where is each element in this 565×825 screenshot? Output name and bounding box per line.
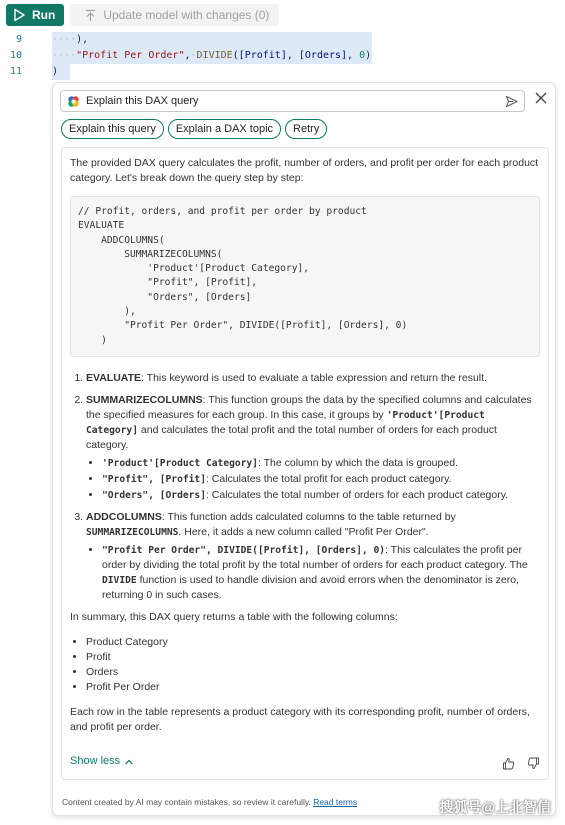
column-item: • Profit bbox=[86, 650, 540, 665]
chip-explain-query[interactable]: Explain this query bbox=[61, 119, 164, 139]
inline-code: SUMMARIZECOLUMNS bbox=[86, 526, 179, 538]
read-terms-link[interactable]: Read terms bbox=[313, 797, 358, 807]
send-icon[interactable] bbox=[505, 95, 518, 108]
step-item bbox=[86, 510, 540, 603]
prompt-text: Explain this DAX query bbox=[86, 95, 199, 107]
close-icon[interactable] bbox=[535, 92, 547, 104]
code-text bbox=[52, 64, 58, 80]
step-text: and calculates the total profit and the total number of orders for each product category. bbox=[86, 423, 497, 451]
show-less-label: Show less bbox=[70, 755, 121, 767]
thumbs-up-icon[interactable] bbox=[502, 757, 515, 770]
inline-code: DIVIDE bbox=[102, 574, 137, 586]
show-less-button[interactable] bbox=[70, 754, 134, 769]
sub-text: : Calculates the total number of orders for each product category. bbox=[205, 488, 509, 501]
watermark: 搜狐号@上北智信 bbox=[439, 799, 551, 815]
disclaimer-text: Content created by AI may contain mistakes, so review it carefully. bbox=[62, 797, 311, 807]
sub-item bbox=[102, 456, 540, 471]
code-editor[interactable] bbox=[0, 30, 565, 80]
line-number: 9 bbox=[15, 34, 22, 45]
code-function: DIVIDE bbox=[196, 50, 233, 61]
columns-list bbox=[70, 635, 540, 695]
selection-highlight bbox=[52, 32, 372, 48]
sub-item bbox=[102, 543, 540, 603]
update-model-button[interactable] bbox=[70, 4, 279, 26]
code-args: ([Profit], [Orders], bbox=[232, 50, 360, 61]
code-token: ), bbox=[76, 34, 89, 45]
inline-code: 'Product'[Product Category] bbox=[86, 409, 485, 436]
run-label: Run bbox=[32, 8, 56, 22]
column-item: • Orders bbox=[86, 665, 540, 680]
code-number: 0 bbox=[359, 50, 366, 61]
column-item: • Product Category bbox=[86, 635, 540, 650]
steps-list bbox=[70, 371, 540, 603]
copilot-icon bbox=[67, 95, 80, 108]
code-line-11 bbox=[0, 64, 565, 80]
sub-list bbox=[86, 456, 540, 503]
line-number: 10 bbox=[9, 50, 22, 61]
sub-item bbox=[102, 472, 540, 487]
sub-item bbox=[102, 488, 540, 503]
chip-retry[interactable]: Retry bbox=[285, 119, 327, 139]
play-icon bbox=[12, 8, 26, 22]
sub-text: : This calculates the profit per order by dividing the total profit by the total number of orders for each product category. The bbox=[102, 543, 528, 571]
sub-text: : The column by which the data is grouped. bbox=[257, 456, 458, 469]
code-text: ····), bbox=[52, 34, 89, 45]
prompt-input[interactable] bbox=[60, 90, 525, 112]
step-text: . Here, it adds a new column called "Profit Per Order". bbox=[178, 525, 429, 538]
sub-list bbox=[86, 543, 540, 603]
suggestion-chips bbox=[61, 119, 327, 139]
line-number: 11 bbox=[9, 66, 22, 77]
code-string: "Profit Per Order" bbox=[76, 50, 185, 61]
step-item bbox=[86, 371, 540, 386]
arrow-up-icon bbox=[84, 9, 97, 22]
step-item bbox=[86, 393, 540, 503]
column-item: • Profit Per Order bbox=[86, 680, 540, 695]
toolbar bbox=[0, 0, 565, 30]
inline-code: "Profit", [Profit] bbox=[102, 473, 206, 485]
chevron-up-icon bbox=[124, 757, 134, 767]
copilot-panel bbox=[52, 82, 556, 816]
update-model-label: Update model with changes (0) bbox=[103, 8, 270, 22]
step-title: SUMMARIZECOLUMNS bbox=[86, 393, 203, 406]
feedback bbox=[502, 757, 540, 770]
step-text: : This function adds calculated columns to the table returned by bbox=[161, 510, 456, 523]
code-line-9 bbox=[0, 32, 565, 48]
sub-text: : Calculates the total profit for each product category. bbox=[205, 472, 452, 485]
thumbs-down-icon[interactable] bbox=[527, 757, 540, 770]
closing-text: Each row in the table represents a product category with its corresponding profit, number of orders, and profit per order. bbox=[70, 705, 530, 733]
inline-code: "Profit Per Order", DIVIDE([Profit], [Orders], 0) bbox=[102, 544, 386, 556]
code-block: // Profit, orders, and profit per order by product EVALUATE ADDCOLUMNS( SUMMARIZECOLUMNS( 'Product'[Product Category], "Profit", [Profit], "Orders", [Orders] ), "Profit Per Order", DIVIDE([Profit], [Orders], 0) ) bbox=[70, 196, 540, 357]
code-line-10 bbox=[0, 48, 565, 64]
inline-code: "Orders", [Orders] bbox=[102, 489, 206, 501]
step-text: : This keyword is used to evaluate a table expression and return the result. bbox=[141, 371, 487, 384]
step-text: : This function groups the data by the specified columns and calculates the specified measures for each group. In this case, it groups by bbox=[86, 393, 532, 421]
ai-disclaimer bbox=[62, 797, 357, 807]
chip-explain-dax-topic[interactable]: Explain a DAX topic bbox=[168, 119, 281, 139]
summary-text: In summary, this DAX query returns a table with the following columns: bbox=[70, 610, 398, 623]
inline-code: 'Product'[Product Category] bbox=[102, 457, 258, 469]
run-button[interactable] bbox=[6, 4, 64, 26]
sub-text: function is used to handle division and avoid errors when the denominator is zero, returning 0 in such cases. bbox=[102, 573, 519, 601]
step-title: EVALUATE bbox=[86, 371, 142, 384]
code-token: ) bbox=[52, 66, 59, 77]
copilot-response bbox=[61, 147, 549, 780]
step-title: ADDCOLUMNS bbox=[86, 510, 162, 523]
response-intro: The provided DAX query calculates the profit, number of orders, and profit per order for each product category. Let's break down the query step by step: bbox=[70, 157, 539, 184]
code-text: ····"Profit Per Order",·DIVIDE([Profit], [Orders], 0) bbox=[52, 50, 372, 61]
code-token: ) bbox=[365, 50, 372, 61]
